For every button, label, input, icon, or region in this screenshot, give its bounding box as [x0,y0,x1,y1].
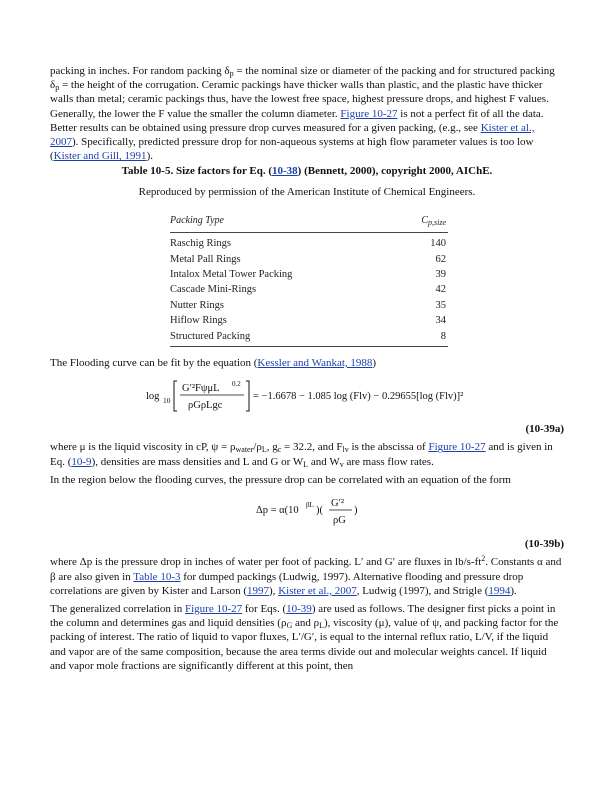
text: and is given in Eq. ( [50,441,553,468]
eq2-lhs: Δp = α(10 [256,505,299,517]
text: and W [308,455,340,468]
size-factor-cell: 34 [435,315,446,327]
subscript: lv [342,445,349,455]
size-factor-cell: 62 [435,253,446,265]
text: packing in inches. For random packing δ [50,65,230,77]
eq-denominator: ρGρLgc [188,400,223,412]
packing-type-cell: Structured Packing [170,329,398,347]
link-kister-2007[interactable]: Kister et al., 2007 [50,121,535,149]
link-figure-10-27[interactable]: Figure 10-27 [340,107,398,120]
link-kister-2007[interactable]: Kister et al., 2007 [278,584,357,597]
link-figure-10-27[interactable]: Figure 10-27 [185,602,243,615]
subscript: v [339,459,344,469]
text: The Flooding curve can be fit by the equation ( [50,357,258,370]
link-kister-larson-1997[interactable]: 1997 [247,584,270,597]
text: and ρ [292,617,320,630]
paragraph-pressure-drop-region: In the region below the flooding curves, the pressure drop can be correlated with an equation of the form [50,473,511,486]
table-row [170,313,448,328]
size-factor-cell: 35 [435,299,446,311]
subscript: G [286,621,293,631]
link-eq-10-38[interactable]: 10-38 [272,165,298,178]
text: is the abscissa of [348,441,429,454]
text: ) [372,357,377,370]
subscript: L [319,621,324,631]
eq2-denominator: ρG [333,515,346,527]
packing-type-cell: Raschig Rings [170,238,231,250]
text: Table 10-5. Size factors for Eq. ( [121,165,272,178]
equation-number-10-39a: (10-39a) [525,423,564,436]
text: ) are used as follows. The designer first picks a point in the column and determines gas and liquid densities (ρ [50,602,556,630]
size-factor-cell: 39 [435,269,446,281]
eq2-numerator: G′² [331,498,345,510]
text: /ρ [253,441,262,454]
link-strigle-1994[interactable]: 1994 [488,584,511,597]
size-factor-cell: 140 [430,238,446,250]
size-factor-table [170,211,448,347]
subscript: p,size [428,217,446,227]
text: are mass flow rates. [343,455,434,468]
eq2-close: ) [354,505,358,517]
text: = the height of the corrugation. Ceramic packings have thicker walls than plastic, and the plastic have thicker walls than metal; ceramic packings thus, have the lowest free space, highest pressure drops, and highest F values. Generally, the lower the F value the smaller the column diameter. [50,79,549,120]
paragraph-generalized-correlation [50,602,564,673]
text: The generalized correlation in [50,602,185,615]
paragraph-where-viscosity [50,440,564,468]
eq-rhs: = −1.6678 − 1.085 log (Flv) − 0.29655[log (Flv)]² [253,391,464,403]
paragraph-flooding [50,356,564,370]
table-row [170,282,448,297]
packing-type-cell: Cascade Mini-Rings [170,284,257,296]
text: ), [269,584,279,597]
bracket-right [246,381,249,411]
table-row [170,267,448,282]
eq-log: log [146,391,160,403]
text: for Eqs. ( [242,602,287,615]
equation-10-39b-graphic [256,491,376,531]
subscript: L [303,459,309,469]
text: ). [146,150,153,163]
text: where μ is the liquid viscosity in cP, ψ = ρ [50,441,236,454]
table-row [170,233,448,252]
text: for dumped packings (Ludwig, 1997). Alternative flooding and pressure drop correlations are given by Kister and Larson ( [50,570,524,597]
paragraph-packing-size [50,64,564,163]
text: is not a perfect fit of all the data. Better results can be obtained using pressure drop curves measured for a given packing, (e.g., see [50,107,544,134]
link-kister-gill-1991[interactable]: Kister and Gill, 1991 [53,150,147,163]
link-figure-10-27[interactable]: Figure 10-27 [428,441,486,454]
equation-10-39b [50,491,564,531]
eq-numerator-sup: 0.2 [232,380,241,389]
table-header-row [170,211,448,233]
packing-type-cell: Hiflow Rings [170,315,227,327]
equation-10-39a [50,376,564,416]
eq2-exp: βL [306,501,314,510]
table-body [170,233,448,347]
text: = the nominal size or diameter of the packing and for structured packing δ [50,65,555,92]
permission-note: Reproduced by permission of the American Institute of Chemical Engineers. [138,185,476,198]
header-packing-type: Packing Type [170,211,398,233]
link-eq-10-9[interactable]: 10-9 [71,455,92,468]
text: C [421,214,428,226]
link-eq-10-39[interactable]: 10-39 [286,602,312,615]
text: = 32.2, and F [281,441,343,454]
bracket-left [174,381,177,411]
packing-type-cell: Metal Pall Rings [170,253,241,265]
table-row [170,298,448,313]
text: ) (Bennett, 2000), copyright 2000, AIChE. [297,165,493,178]
equation-10-39a-graphic [146,376,486,416]
packing-type-cell: Intalox Metal Tower Packing [170,269,293,281]
link-table-10-3[interactable]: Table 10-3 [133,570,181,583]
size-factor-cell: 42 [435,284,446,296]
eq2-mid: )( [316,505,323,517]
subscript: water [235,445,254,455]
text: ). [510,584,517,597]
text: ). Specifically, predicted pressure drop for non-aqueous systems at high flow parameter values is too low ( [50,136,534,163]
link-kessler-wankat-1988[interactable]: Kessler and Wankat, 1988 [257,357,373,370]
packing-type-cell: Nutter Rings [170,299,224,311]
table-row [170,252,448,267]
text: ), densities are mass densities and L and G or W [91,455,304,468]
paragraph-where-pressure-drop [50,555,564,598]
document-page [50,64,564,673]
subscript: p [55,83,60,93]
text: ), viscosity (μ), value of ψ, and packing factor for the packing of interest. The ratio of liquid to vapor fluxes, L′/G′, is equal to the internal reflux ratio, L/V, if the liquid and vapor are of the same composition, because the area terms divide out and molecular weights cancel. If liquid and vapor mole fractions are significantly different at this point, then [50,617,559,672]
subscript: L [261,445,267,455]
text: , Ludwig (1997), and Strigle ( [356,584,489,597]
text: where Δp is the pressure drop in inches of water per foot of packing. L′ and G′ are fluxes in lb/s-ft [50,556,482,569]
eq-log-sub: 10 [163,396,171,406]
text: . Constants α and β are also given in [50,556,562,583]
subscript: c [277,445,282,455]
equation-number-10-39b: (10-39b) [524,538,564,551]
eq-numerator: G′²FψμL [182,383,220,395]
table-row [170,329,448,347]
header-cp-size [398,211,448,233]
text: , g [266,441,278,454]
table-caption [50,164,564,178]
size-factor-cell: 8 [398,329,448,347]
superscript: 2 [481,554,486,564]
subscript: p [229,69,234,78]
